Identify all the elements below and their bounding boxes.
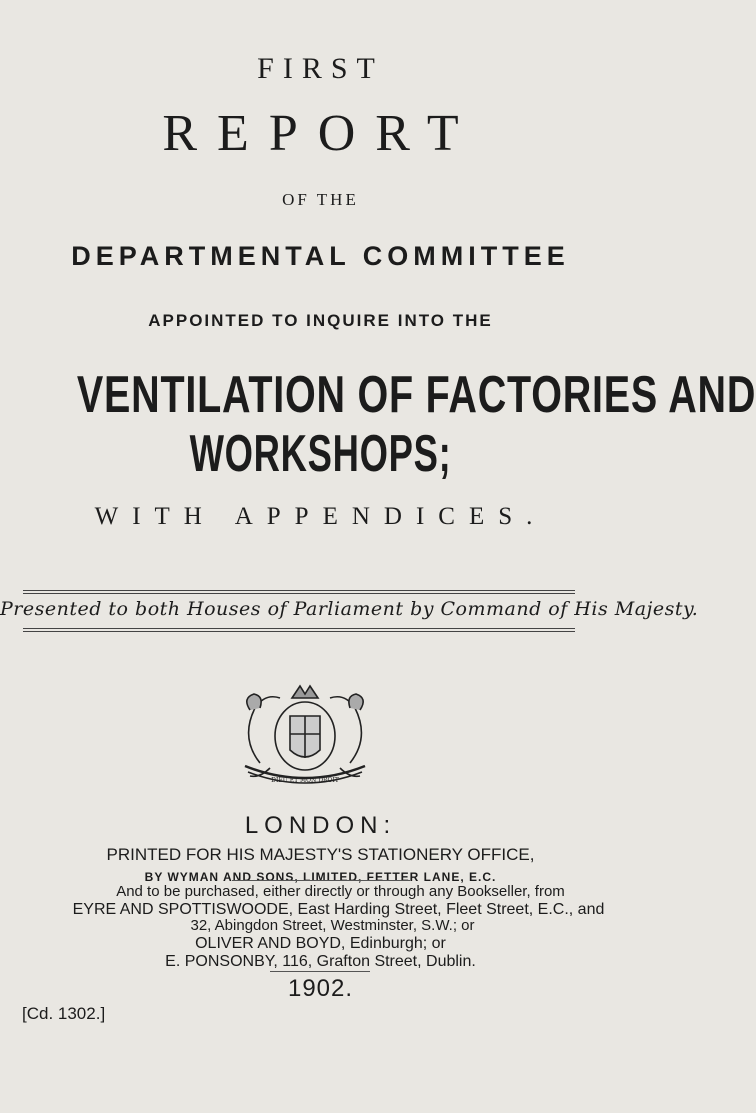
title-report: REPORT (162, 105, 479, 162)
subject-line-2: WORKSHOPS; (189, 425, 452, 483)
divider-year (270, 971, 370, 972)
of-the-label: OF THE (282, 190, 359, 209)
divider-top-1 (23, 590, 575, 591)
with-appendices: WITH APPENDICES. (94, 503, 547, 530)
crest-motto: DIEU ET MON DROIT (271, 777, 339, 784)
purchase-line-3: 32, Abingdon Street, Westminster, S.W.; or (190, 917, 475, 934)
purchase-line-2: EYRE AND SPOTTISWOODE, East Harding Street, Fleet Street, E.C., and (72, 901, 605, 918)
presented-line: Presented to both Houses of Parliament by Command of His Majesty. (0, 598, 699, 620)
royal-coat-of-arms-icon (220, 668, 390, 793)
committee-title: DEPARTMENTAL COMMITTEE (71, 241, 570, 271)
purchase-line-1: And to be purchased, either directly or through any Bookseller, from (116, 883, 565, 900)
subject-line-1: VENTILATION OF FACTORIES AND (76, 366, 756, 424)
divider-top-2 (23, 593, 575, 594)
command-number: [Cd. 1302.] (22, 1004, 106, 1023)
purchase-line-4: OLIVER AND BOYD, Edinburgh; or (195, 935, 446, 952)
appointed-line: APPOINTED TO INQUIRE INTO THE (148, 311, 493, 330)
purchase-line-5: E. PONSONBY, 116, Grafton Street, Dublin. (165, 953, 476, 970)
divider-small (232, 880, 410, 881)
title-first: FIRST (257, 52, 384, 85)
printed-for: PRINTED FOR HIS MAJESTY'S STATIONERY OFFICE, (106, 845, 535, 864)
divider-bottom-2 (23, 631, 575, 632)
divider-bottom-1 (23, 628, 575, 629)
london-label: LONDON: (244, 812, 397, 839)
year: 1902. (287, 975, 354, 1002)
printed-by: BY WYMAN AND SONS, LIMITED, FETTER LANE, E.C. (144, 870, 497, 884)
